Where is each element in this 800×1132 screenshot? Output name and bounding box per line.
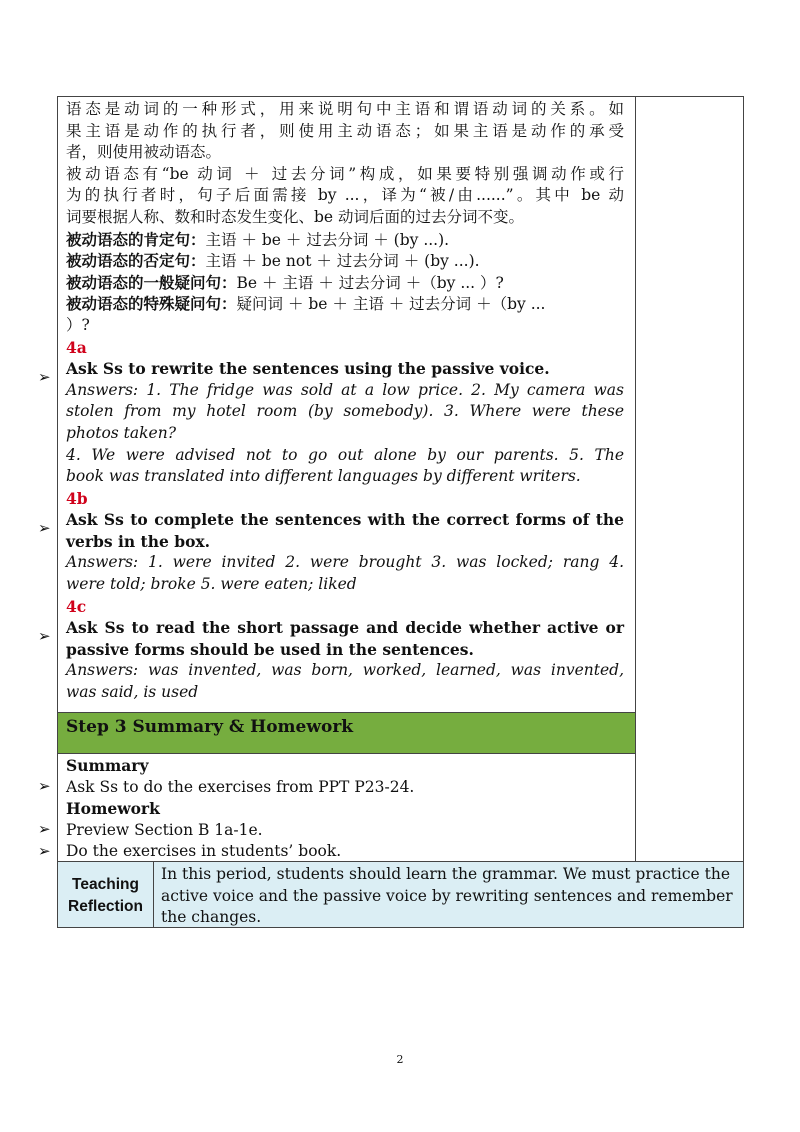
summary-homework: [66, 755, 626, 863]
exercise-id: 4a: [66, 337, 87, 357]
intro-line: 语态是动词的一种形式，用来说明句中主语和谓语动词的关系。如: [66, 100, 624, 118]
table-column-divider: [635, 96, 636, 862]
reflection-label-divider: [153, 861, 154, 928]
rule-general-question: [66, 272, 624, 294]
rule-special-question: [66, 293, 624, 315]
bullet-icon: ➢: [38, 368, 51, 386]
exercise-instruction: Ask Ss to complete the sentences with the correct forms of the: [66, 510, 624, 530]
table-left-border: [57, 96, 58, 928]
rule-label: 被动语态的肯定句：: [66, 229, 206, 249]
rule-negative: [66, 250, 624, 272]
table-right-border: [743, 96, 744, 928]
reflection-label-line: Reflection: [68, 898, 143, 915]
reflection-text: In this period, students should learn the grammar. We must practice the active voice and the passive voice by rewriting sentences and remember the changes.: [161, 865, 733, 927]
step3-bottom-border: [57, 753, 636, 754]
reflection-label: [58, 874, 153, 918]
page-number: 2: [396, 1053, 404, 1066]
answer-line: 4. We were advised not to go out alone by our parents. 5. The: [66, 445, 624, 464]
homework-heading: Homework: [66, 799, 160, 819]
answer-line: was said, is used: [66, 683, 199, 702]
answer-line: Answers: was invented, was born, worked, learned, was invented,: [66, 661, 624, 680]
rule-text: 主语 ＋ be not ＋ 过去分词 ＋ (by ...).: [205, 252, 480, 271]
bullet-icon: ➢: [38, 777, 51, 795]
intro-line: 者，则使用被动语态。: [66, 143, 222, 162]
rule-continuation: ）?: [66, 315, 90, 334]
rule-text: 主语 ＋ be ＋ 过去分词 ＋ (by ...).: [205, 230, 450, 249]
answer-line: stolen from my hotel room (by somebody). 3. Where were these: [66, 402, 624, 421]
summary-heading: Summary: [66, 756, 149, 775]
answer-line: book was translated into different languages by different writers.: [66, 467, 581, 486]
grammar-content: [66, 99, 624, 704]
bullet-icon: ➢: [38, 820, 51, 838]
bullet-icon: ➢: [38, 627, 51, 645]
intro-line: 果主语是动作的执行者，则使用主动语态；如果主语是动作的承受: [66, 121, 624, 140]
bullet-icon: ➢: [38, 519, 51, 537]
exercise-instruction: passive forms should be used in the sentences.: [66, 639, 474, 659]
intro-line: 被动语态有“be 动词 ＋ 过去分词”构成，如果要特别强调动作或行: [66, 164, 624, 183]
rule-text: Be ＋ 主语 ＋ 过去分词 ＋（by ... ）?: [236, 273, 504, 292]
rule-label: 被动语态的否定句：: [66, 251, 206, 271]
exercise-instruction: Ask Ss to rewrite the sentences using the passive voice.: [66, 359, 550, 379]
exercise-id: 4b: [66, 488, 88, 508]
exercise-id: 4c: [66, 596, 87, 616]
intro-line: 为的执行者时，句子后面需接 by ...，译为“被/由......”。其中 be 动: [66, 186, 624, 205]
bullet-icon: ➢: [38, 842, 51, 860]
step3-title: Step 3 Summary & Homework: [66, 717, 354, 737]
answer-line: Answers: 1. were invited 2. were brought 3. was locked; rang 4.: [66, 553, 624, 572]
table-top-border: [57, 96, 744, 97]
rule-label: 被动语态的特殊疑问句：: [66, 294, 237, 314]
exercise-instruction: verbs in the box.: [66, 531, 211, 551]
reflection-label-line: Teaching: [72, 876, 139, 893]
homework-item: Preview Section B 1a-1e.: [66, 820, 263, 839]
answer-line: Answers: 1. The fridge was sold at a low price. 2. My camera was: [66, 380, 624, 399]
step3-top-border: [57, 712, 636, 713]
summary-item: Ask Ss to do the exercises from PPT P23-24.: [66, 777, 415, 796]
rule-affirmative: [66, 229, 624, 251]
rule-label: 被动语态的一般疑问句：: [66, 272, 237, 292]
answer-line: photos taken?: [66, 423, 177, 442]
exercise-instruction: Ask Ss to read the short passage and decide whether active or: [66, 618, 624, 638]
homework-item: Do the exercises in students’ book.: [66, 842, 342, 861]
rule-text: 疑问词 ＋ be ＋ 主语 ＋ 过去分词 ＋（by ...: [236, 295, 546, 314]
answer-line: were told; broke 5. were eaten; liked: [66, 575, 357, 594]
intro-line: 词要根据人称、数和时态发生变化、be 动词后面的过去分词不变。: [66, 207, 525, 226]
